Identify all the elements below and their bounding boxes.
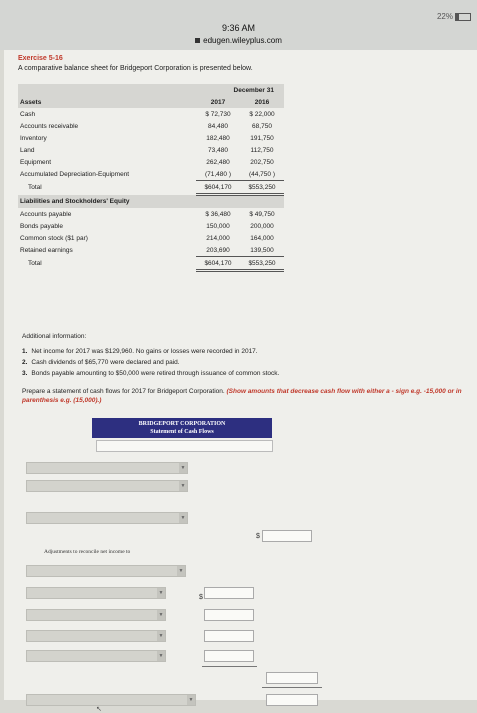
table-row: Land 73,480 112,750: [20, 146, 274, 154]
status-time: 9:36 AM: [221, 23, 256, 33]
status-bar: [0, 0, 477, 50]
table-row: Common stock ($1 par) 214,000 164,000: [20, 234, 274, 242]
chevron-down-icon: ▼: [158, 612, 164, 618]
url-bar[interactable]: [0, 36, 477, 45]
table-row: Accounts receivable 84,480 68,750: [20, 122, 272, 130]
table-row: Retained earnings 203,690 139,500: [18, 244, 284, 257]
adjustment-dropdown[interactable]: [26, 630, 166, 642]
line-item-dropdown[interactable]: [26, 512, 188, 524]
line-item-dropdown[interactable]: [26, 694, 196, 706]
lock-icon: [195, 38, 200, 43]
header-2017: 2017: [196, 96, 240, 108]
cursor-mark: ↖: [96, 706, 102, 713]
chevron-down-icon: ▼: [158, 590, 164, 596]
instructions-text: Prepare a statement of cash flows for 2017 for Bridgeport Corporation.: [22, 388, 225, 395]
url-text: edugen.wileyplus.com: [203, 36, 282, 45]
adjustments-label: Adjustments to reconcile net income to: [44, 549, 131, 555]
table-row: Bonds payable 150,000 200,000: [20, 222, 274, 230]
additional-info-heading: Additional information:: [22, 333, 87, 340]
adjustment-dropdown[interactable]: [26, 609, 166, 621]
header-december: December 31: [196, 84, 284, 96]
chevron-down-icon: ▼: [180, 465, 186, 471]
table-header-row: [18, 96, 284, 108]
statement-title: Statement of Cash Flows: [150, 429, 214, 435]
table-row: Accumulated Depreciation-Equipment (71,480 ) (44,750 ): [18, 168, 284, 181]
line-item-dropdown[interactable]: [26, 480, 188, 492]
page-content: [4, 50, 477, 713]
chevron-down-icon: ▼: [158, 633, 164, 639]
table-row: Inventory 182,480 191,750: [20, 134, 274, 142]
dollar-sign: $: [199, 594, 203, 601]
battery-icon: [455, 13, 471, 21]
chevron-down-icon: ▼: [188, 697, 194, 703]
adjustment-amount-input[interactable]: [204, 630, 254, 642]
chevron-down-icon: ▼: [180, 515, 186, 521]
table-row-total: Total $604,170 $553,250: [18, 257, 284, 271]
table-row: Cash $ 72,730 $ 22,000: [20, 110, 275, 118]
additional-info-list: [22, 348, 279, 381]
adjustment-amount-input[interactable]: [204, 650, 254, 662]
period-dropdown[interactable]: [96, 440, 273, 452]
list-item: 3. Bonds payable amounting to $50,000 were retired through issuance of common stock.: [22, 370, 280, 377]
battery-percent: 22%: [436, 12, 453, 21]
net-income-input[interactable]: [262, 530, 312, 542]
list-item: 2. Cash dividends of $65,770 were declared and paid.: [22, 359, 180, 366]
table-header-row: [18, 195, 284, 209]
exercise-intro: A comparative balance sheet for Bridgeport Corporation is presented below.: [18, 65, 253, 72]
dollar-sign: $: [256, 533, 260, 540]
adjustment-dropdown[interactable]: [26, 587, 166, 599]
instructions-note: (Show amounts that decrease cash flow with either a - sign e.g. -15,000 or in parenthesis e.g. (15,000).): [22, 388, 462, 404]
list-item: 1. Net income for 2017 was $129,960. No gains or losses were recorded in 2017.: [22, 348, 258, 355]
company-name: BRIDGEPORT CORPORATION: [138, 421, 226, 427]
balance-sheet-table: [18, 84, 284, 272]
table-header-row: [18, 84, 284, 96]
table-row-total: Total $604,170 $553,250: [18, 181, 284, 195]
adjustment-dropdown[interactable]: [26, 565, 186, 577]
net-cash-input[interactable]: [266, 694, 318, 706]
liabilities-heading: Liabilities and Stockholders' Equity: [18, 195, 196, 209]
subtotal-rule: [262, 687, 322, 688]
battery-indicator: [437, 12, 471, 21]
line-item-dropdown[interactable]: [26, 462, 188, 474]
chevron-down-icon: ▼: [178, 568, 184, 574]
exercise-title: Exercise 5-16: [18, 55, 63, 62]
table-row: Accounts payable $ 36,480 $ 49,750: [20, 210, 275, 218]
adjustment-amount-input[interactable]: [204, 609, 254, 621]
chevron-down-icon: ▼: [180, 483, 186, 489]
chevron-down-icon: ▼: [158, 653, 164, 659]
adjustment-dropdown[interactable]: [26, 650, 166, 662]
assets-heading: Assets: [18, 96, 196, 108]
header-2016: 2016: [240, 96, 284, 108]
instructions: [22, 387, 477, 405]
subtotal-rule: [202, 666, 257, 667]
adjustments-total-input[interactable]: [266, 672, 318, 684]
table-row: Equipment 262,480 202,750: [20, 158, 274, 166]
adjustment-amount-input[interactable]: [204, 587, 254, 599]
statement-header: [92, 418, 272, 438]
